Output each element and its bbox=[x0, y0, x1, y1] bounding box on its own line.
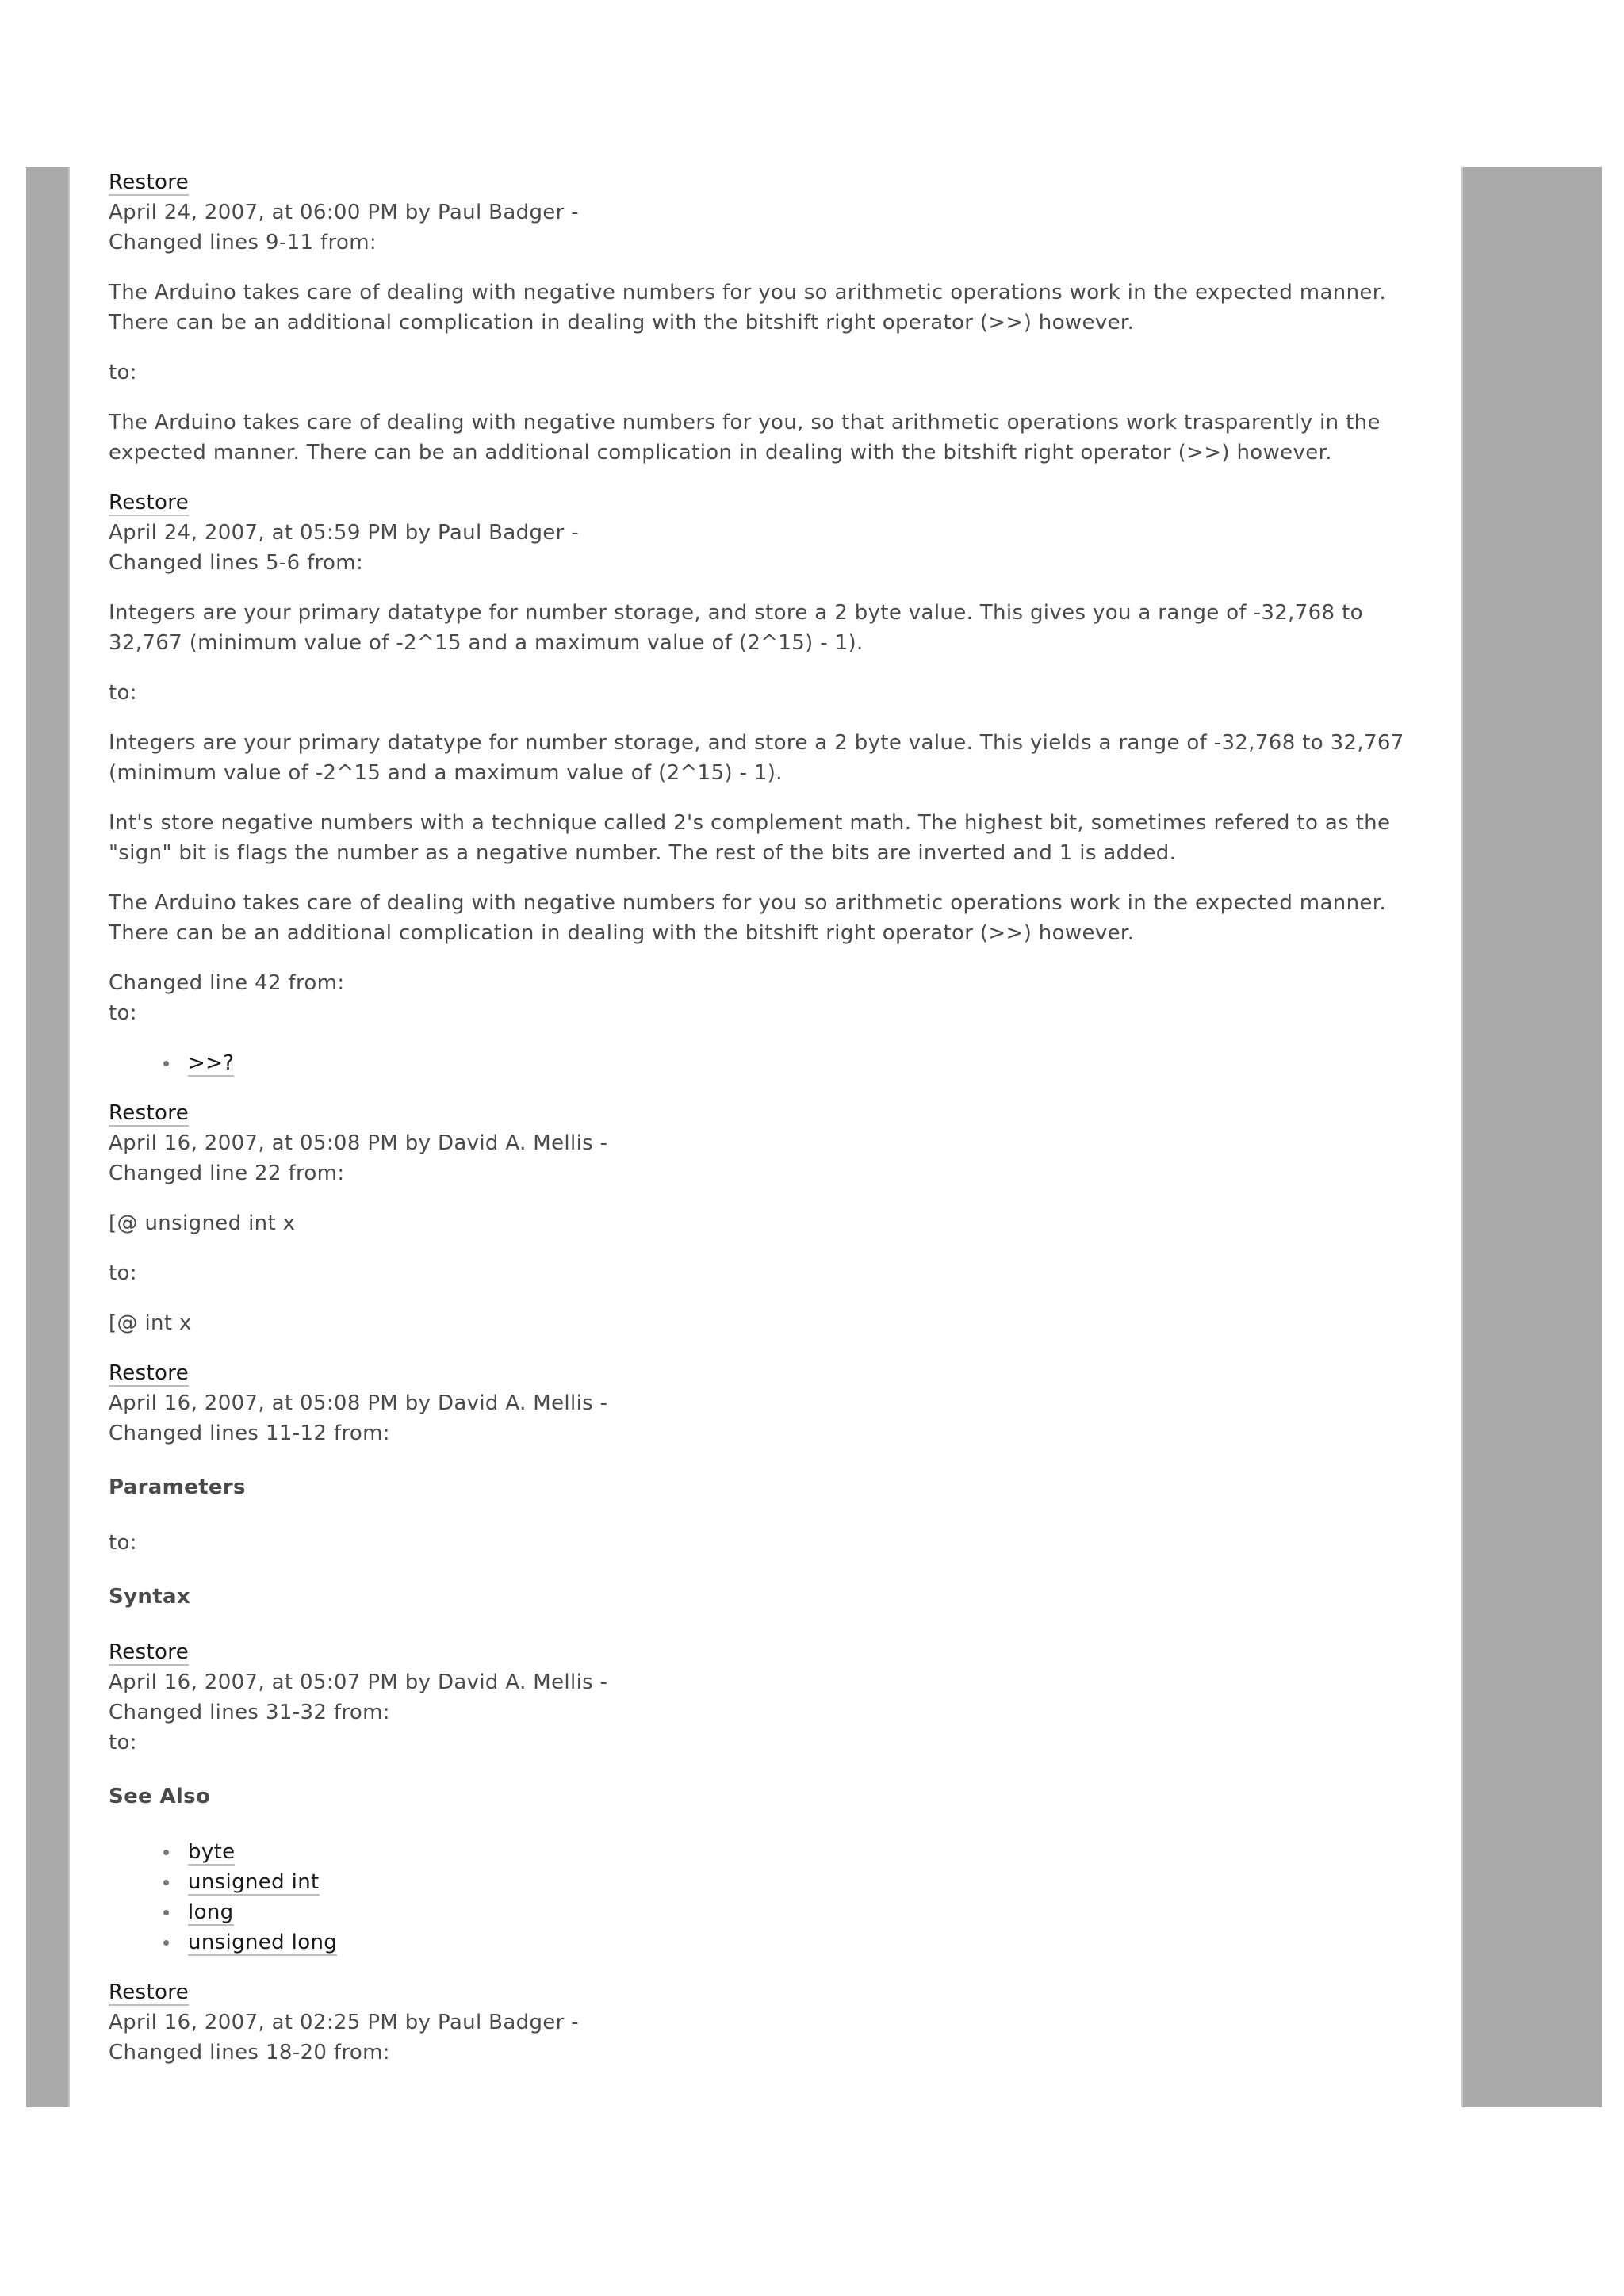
removed-text: [@ unsigned int x bbox=[109, 1211, 296, 1235]
entry-meta: April 16, 2007, at 05:08 PM by David A. Mellis - bbox=[109, 1391, 608, 1415]
removed-heading: Parameters bbox=[109, 1475, 246, 1499]
change-summary: Changed lines 5-6 from: bbox=[109, 551, 364, 575]
to-label: to: bbox=[109, 361, 137, 385]
restore-link[interactable]: Restore bbox=[109, 1101, 190, 1125]
to-label: to: bbox=[109, 1261, 137, 1285]
change-summary: Changed line 22 from: bbox=[109, 1161, 345, 1185]
link-long[interactable]: long bbox=[188, 1900, 234, 1924]
page-history-content bbox=[109, 167, 1441, 2068]
change-block bbox=[109, 968, 1441, 1028]
to-label: to: bbox=[109, 1731, 137, 1755]
change-summary: Changed lines 18-20 from: bbox=[109, 2041, 390, 2064]
right-sidebar-bar bbox=[1461, 167, 1602, 2107]
list-item bbox=[188, 1048, 1441, 1078]
added-heading: Syntax bbox=[109, 1585, 191, 1609]
see-also-list bbox=[109, 1837, 1441, 1957]
history-entry bbox=[109, 167, 1441, 258]
restore-link[interactable]: Restore bbox=[109, 1640, 190, 1664]
added-list bbox=[109, 1048, 1441, 1078]
link-byte[interactable]: byte bbox=[188, 1840, 236, 1864]
history-entry bbox=[109, 488, 1441, 578]
history-entry bbox=[109, 1637, 1441, 1758]
entry-meta: April 16, 2007, at 05:07 PM by David A. Mellis - bbox=[109, 1670, 608, 1694]
entry-meta: April 24, 2007, at 05:59 PM by Paul Badger - bbox=[109, 521, 580, 545]
added-text: Int's store negative numbers with a technique called 2's complement math. The highest bit, sometimes refered to as the "sign" bit is flags the number as a negative number. The rest of the bits are inverted and 1 is added. bbox=[109, 811, 1391, 865]
removed-text: Integers are your primary datatype for number storage, and store a 2 byte value. This gives you a range of -32,768 to 32,767 (minimum value of -2^15 and a maximum value of (2^15) - 1). bbox=[109, 601, 1363, 655]
see-also-heading: See Also bbox=[109, 1785, 211, 1808]
restore-link[interactable]: Restore bbox=[109, 491, 190, 515]
change-summary: Changed lines 9-11 from: bbox=[109, 231, 377, 254]
change-summary: Changed line 42 from: bbox=[109, 971, 345, 995]
restore-link[interactable]: Restore bbox=[109, 170, 190, 194]
change-summary: Changed lines 11-12 from: bbox=[109, 1422, 390, 1445]
to-label: to: bbox=[109, 1531, 137, 1555]
change-summary: Changed lines 31-32 from: bbox=[109, 1701, 390, 1724]
added-text: [@ int x bbox=[109, 1311, 192, 1335]
to-label: to: bbox=[109, 1001, 137, 1025]
entry-meta: April 24, 2007, at 06:00 PM by Paul Badger - bbox=[109, 201, 580, 224]
history-entry bbox=[109, 1977, 1441, 2068]
list-item bbox=[188, 1837, 1441, 1867]
link-unsigned-int[interactable]: unsigned int bbox=[188, 1870, 320, 1894]
entry-meta: April 16, 2007, at 02:25 PM by Paul Badger - bbox=[109, 2011, 580, 2034]
history-entry bbox=[109, 1358, 1441, 1448]
entry-meta: April 16, 2007, at 05:08 PM by David A. Mellis - bbox=[109, 1131, 608, 1155]
added-text: Integers are your primary datatype for number storage, and store a 2 byte value. This yields a range of -32,768 to 32,767 (minimum value of -2^15 and a maximum value of (2^15) - 1). bbox=[109, 731, 1404, 785]
list-item bbox=[188, 1927, 1441, 1957]
wiki-link[interactable]: >>? bbox=[188, 1051, 235, 1075]
left-sidebar-bar bbox=[26, 167, 70, 2107]
history-entry bbox=[109, 1098, 1441, 1188]
restore-link[interactable]: Restore bbox=[109, 1361, 190, 1385]
list-item bbox=[188, 1897, 1441, 1927]
removed-text: The Arduino takes care of dealing with negative numbers for you so arithmetic operations work in the expected manner. There can be an additional complication in dealing with the bitshift right operator (>>) however. bbox=[109, 281, 1387, 335]
added-text: The Arduino takes care of dealing with negative numbers for you so arithmetic operations work in the expected manner. There can be an additional complication in dealing with the bitshift right operator (>>) however. bbox=[109, 891, 1387, 945]
link-unsigned-long[interactable]: unsigned long bbox=[188, 1931, 338, 1954]
restore-link[interactable]: Restore bbox=[109, 1980, 190, 2004]
list-item bbox=[188, 1867, 1441, 1897]
to-label: to: bbox=[109, 681, 137, 705]
added-text: The Arduino takes care of dealing with negative numbers for you, so that arithmetic operations work trasparently in the expected manner. There can be an additional complication in dealing with the bitshift right operator (>>) however. bbox=[109, 411, 1381, 465]
